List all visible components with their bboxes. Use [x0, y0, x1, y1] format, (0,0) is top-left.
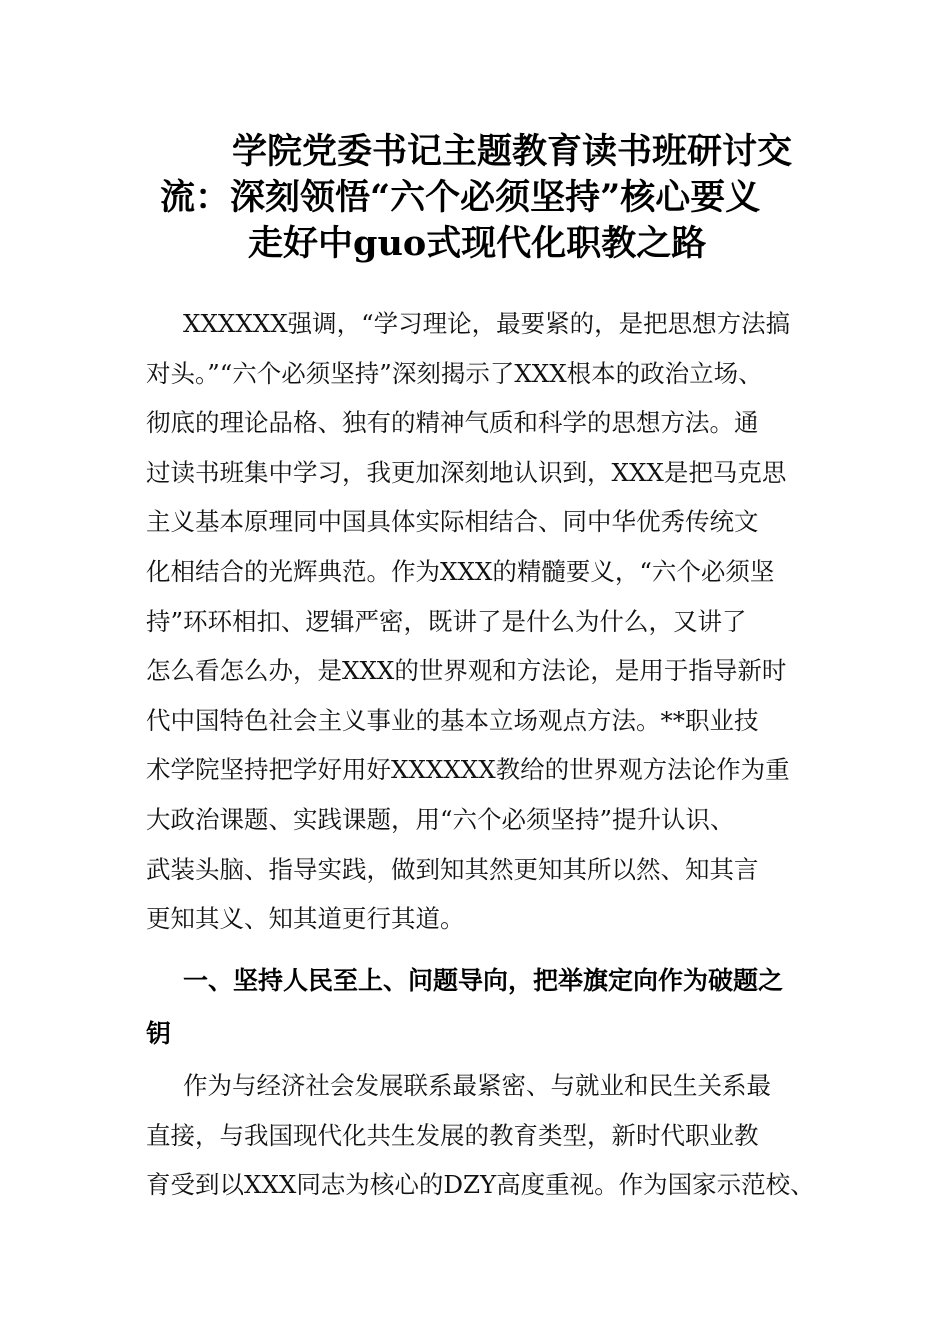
paragraph-line: 代中国特色社会主义事业的基本立场观点方法。**职业技: [146, 705, 759, 735]
body-paragraph-1: [146, 299, 826, 944]
paragraph-line: 持”环环相扣、逻辑严密，既讲了是什么为什么，又讲了: [146, 606, 747, 636]
paragraph-line: 大政治课题、实践课题，用“六个必须坚持”提升认识、: [146, 804, 735, 834]
paragraph-line: 对头。”“六个必须坚持”深刻揭示了XXX根本的政治立场、: [146, 358, 763, 388]
paragraph-line: 术学院坚持把学好用好XXXXXX教给的世界观方法论作为重: [146, 755, 790, 785]
section-heading-1: [146, 954, 826, 1060]
paragraph-line: 化相结合的光辉典范。作为XXX的精髓要义，“六个必须坚: [146, 556, 775, 586]
document-title-line-1: 学院党委书记主题教育读书班研讨交: [232, 131, 793, 172]
heading-line: 一、坚持人民至上、问题导向，把举旗定向作为破题之: [183, 966, 784, 995]
paragraph-line: 主义基本原理同中国具体实际相结合、同中华优秀传统文: [146, 507, 759, 537]
paragraph-line: 武装头脑、指导实践，做到知其然更知其所以然、知其言: [146, 854, 759, 884]
paragraph-line: 过读书班集中学习，我更加深刻地认识到，XXX是把马克思: [146, 457, 787, 487]
paragraph-line: 怎么看怎么办，是XXX的世界观和方法论，是用于指导新时: [146, 656, 787, 686]
body-paragraph-2: [146, 1061, 826, 1210]
paragraph-line: 彻底的理论品格、独有的精神气质和科学的思想方法。通: [146, 408, 759, 438]
paragraph-line: 更知其义、知其道更行其道。: [146, 904, 465, 934]
heading-line: 钥: [146, 1019, 172, 1048]
document-title-line-2: 流：深刻领悟“六个必须坚持”核心要义: [160, 177, 761, 218]
paragraph-line: 育受到以XXX同志为核心的DZY高度重视。作为国家示范校、: [146, 1170, 815, 1200]
document-title-line-3: 走好中guo式现代化职教之路: [248, 223, 707, 264]
paragraph-line: 直接，与我国现代化共生发展的教育类型，新时代职业教: [146, 1120, 759, 1150]
paragraph-line: XXXXXX强调，“学习理论，最要紧的，是把思想方法搞: [183, 309, 791, 338]
paragraph-line: 作为与经济社会发展联系最紧密、与就业和民生关系最: [183, 1071, 771, 1100]
